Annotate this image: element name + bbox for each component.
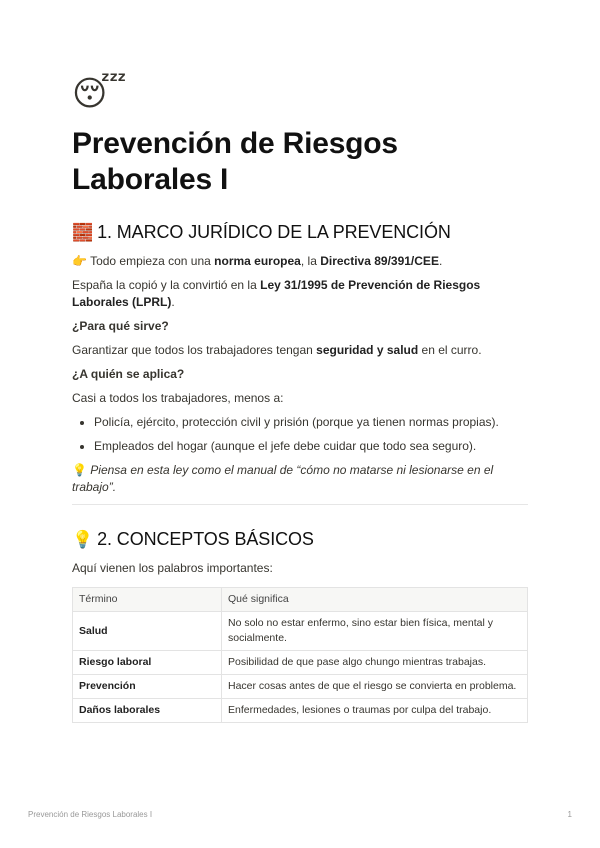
- meaning-cell: Hacer cosas antes de que el riesgo se convierta en problema.: [222, 675, 528, 699]
- term-cell: Daños laborales: [73, 699, 222, 723]
- exceptions-list: [72, 414, 528, 455]
- intro-paragraph: 👉 Todo empieza con una norma europea, la Directiva 89/391/CEE.: [72, 254, 443, 268]
- term-cell: Riesgo laboral: [73, 651, 222, 675]
- document-page: [72, 72, 528, 723]
- term-cell: Prevención: [73, 675, 222, 699]
- meaning-cell: Posibilidad de que pase algo chungo mientras trabajas.: [222, 651, 528, 675]
- list-item: • Policía, ejército, protección civil y prisión (porque ya tienen normas propias).: [94, 414, 528, 431]
- table-row: [73, 612, 528, 651]
- concepts-intro: Aquí vienen los palabros importantes:: [72, 561, 273, 575]
- section-2-heading-text: 2. CONCEPTOS BÁSICOS: [97, 529, 314, 549]
- section-1-heading: [72, 220, 528, 245]
- concepts-table: [72, 587, 528, 723]
- table-row: [73, 651, 528, 675]
- bricks-icon: 🧱: [72, 223, 94, 242]
- section-2-heading: [72, 527, 528, 552]
- page-title: Prevención de Riesgos Laborales I: [72, 127, 398, 196]
- table-header-row: [73, 588, 528, 612]
- column-header-meaning: Qué significa: [222, 588, 528, 612]
- pointing-hand-icon: 👉: [72, 254, 87, 268]
- list-item: • Empleados del hogar (aunque el jefe debe cuidar que todo sea seguro).: [94, 438, 528, 455]
- column-header-term: Término: [73, 588, 222, 612]
- term-cell: Salud: [73, 612, 222, 651]
- section-divider: [72, 504, 528, 505]
- law-paragraph: España la copió y la convirtió en la Ley 31/1995 de Prevención de Riesgos Laborales (LPRL).: [72, 278, 481, 309]
- meaning-cell: No solo no estar enfermo, sino estar bien física, mental y socialmente.: [222, 612, 528, 651]
- answer-scope: Casi a todos los trabajadores, menos a:: [72, 391, 284, 405]
- meaning-cell: Enfermedades, lesiones o traumas por culpa del trabajo.: [222, 699, 528, 723]
- sleeping-face-icon: 😴: [72, 74, 127, 114]
- answer-purpose: Garantizar que todos los trabajadores tengan seguridad y salud en el curro.: [72, 343, 482, 357]
- footer-doc-title: Prevención de Riesgos Laborales I: [28, 810, 153, 819]
- question-purpose: ¿Para qué sirve?: [72, 319, 169, 333]
- footer-page-number: 1: [567, 810, 572, 819]
- question-scope: ¿A quién se aplica?: [72, 367, 185, 381]
- tip-paragraph: 💡 Piensa en esta ley como el manual de “cómo no matarse ni lesionarse en el trabajo”.: [72, 463, 494, 494]
- table-row: [73, 675, 528, 699]
- section-1-heading-text: 1. MARCO JURÍDICO DE LA PREVENCIÓN: [97, 222, 451, 242]
- table-row: [73, 699, 528, 723]
- lightbulb-icon: 💡: [72, 463, 87, 477]
- lightbulb-icon: 💡: [72, 530, 94, 549]
